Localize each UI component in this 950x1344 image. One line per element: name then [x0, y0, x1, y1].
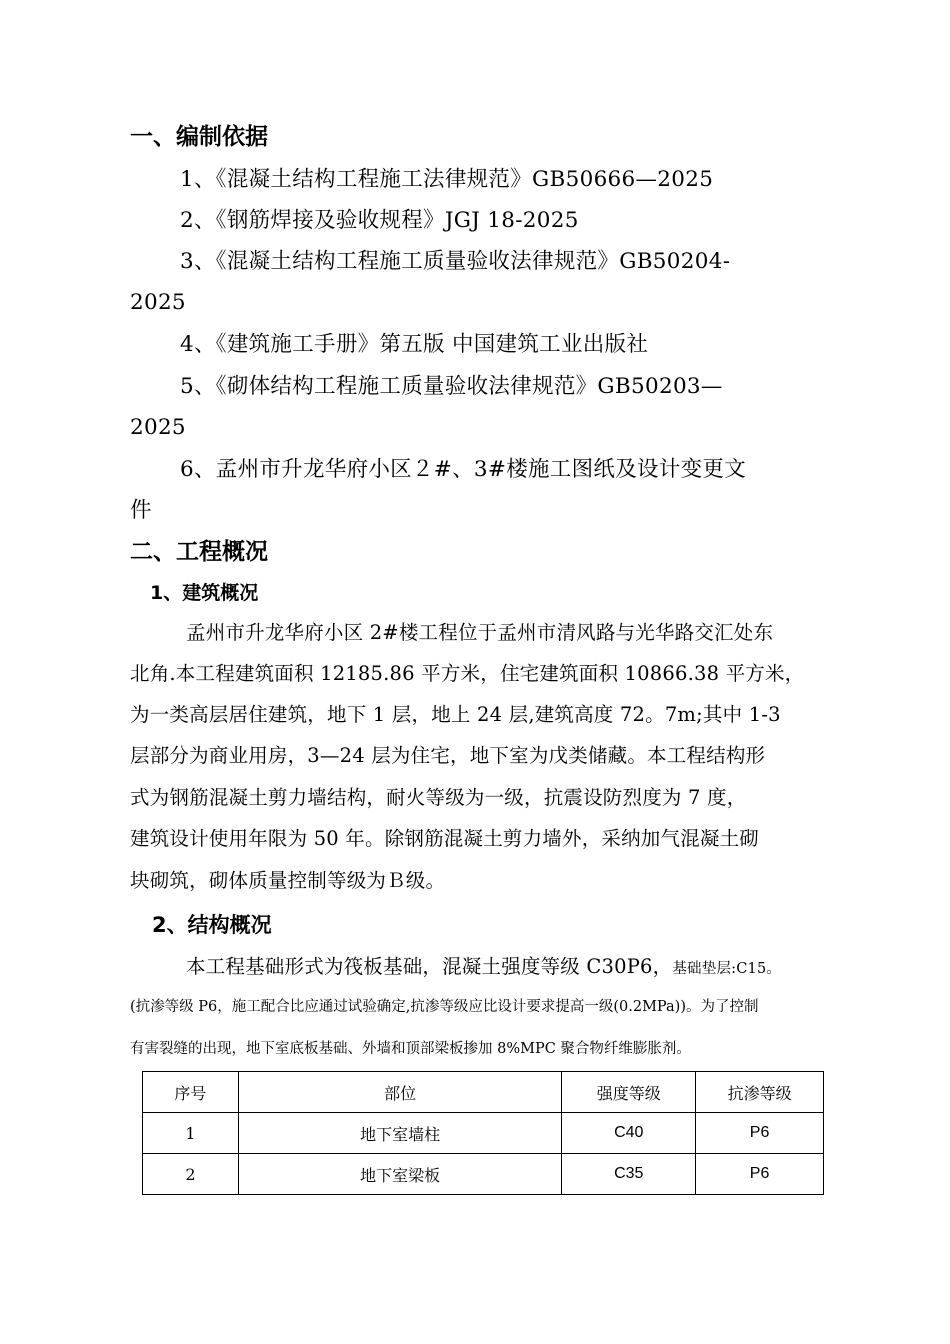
table-cell-index: 2 — [143, 1154, 239, 1195]
table-header-cell: 序号 — [143, 1072, 239, 1113]
table-row — [143, 1113, 824, 1154]
section-heading-overview: 二、工程概况 — [130, 539, 268, 565]
structure-para-line-1-small: 基础垫层:C15。 — [672, 961, 782, 977]
building-para-line-4: 层部分为商业用房，3—24 层为住宅，地下室为戊类储藏。本工程结构形 — [130, 744, 766, 767]
table-cell-location: 地下室墙柱 — [238, 1113, 561, 1154]
table-cell-strength: C40 — [562, 1113, 696, 1154]
table-cell-impermeability: P6 — [696, 1154, 824, 1195]
basis-item-4: 4、《建筑施工手册》第五版 中国建筑工业出版社 — [180, 332, 649, 357]
basis-item-5-cont: 2025 — [130, 415, 186, 440]
structure-para-line-1 — [186, 957, 781, 977]
structure-para-line-2: (抗渗等级 P6，施工配合比应通过试验确定,抗渗等级应比设计要求提高一级(0.2MPa))。为了控制 — [130, 999, 759, 1015]
table-row — [143, 1154, 824, 1195]
table-header-cell: 抗渗等级 — [696, 1072, 824, 1113]
concrete-grade-table — [142, 1071, 824, 1195]
subheading-structure-overview: 2、结构概况 — [152, 913, 272, 937]
table-cell-impermeability: P6 — [696, 1113, 824, 1154]
structure-para-line-3: 有害裂缝的出现，地下室底板基础、外墙和顶部梁板掺加 8%MPC 聚合物纤维膨胀剂。 — [130, 1041, 691, 1057]
table-header-cell: 强度等级 — [562, 1072, 696, 1113]
subheading-building-overview: 1、建筑概况 — [150, 582, 259, 604]
building-para-line-3: 为一类高层居住建筑，地下 1 层，地上 24 层,建筑高度 72。7m;其中 1-3 — [130, 703, 781, 726]
basis-item-3-cont: 2025 — [130, 290, 186, 315]
table-cell-location: 地下室梁板 — [238, 1154, 561, 1195]
section-heading-basis: 一、编制依据 — [130, 124, 268, 150]
building-para-line-1: 孟州市升龙华府小区 2#楼工程位于孟州市清风路与光华路交汇处东 — [186, 621, 774, 644]
building-para-line-2: 北角.本工程建筑面积 12185.86 平方米，住宅建筑面积 10866.38 平方米， — [130, 662, 805, 685]
basis-item-1: 1、《混凝土结构工程施工法律规范》GB50666—2025 — [180, 167, 714, 192]
table-header-cell: 部位 — [238, 1072, 561, 1113]
building-para-line-5: 式为钢筋混凝土剪力墙结构，耐火等级为一级，抗震设防烈度为 7 度， — [130, 786, 747, 809]
structure-para-line-1-main: 本工程基础形式为筏板基础，混凝土强度等级 C30P6， — [186, 955, 673, 978]
table-cell-strength: C35 — [562, 1154, 696, 1195]
building-para-line-6: 建筑设计使用年限为 50 年。除钢筋混凝土剪力墙外，采纳加气混凝土砌 — [130, 827, 760, 850]
table-header-row — [143, 1072, 824, 1113]
basis-item-2: 2、《钢筋焊接及验收规程》JGJ 18-2025 — [180, 208, 579, 233]
basis-item-6-cont: 件 — [130, 498, 152, 523]
basis-item-5: 5、《砌体结构工程施工质量验收法律规范》GB50203— — [180, 374, 723, 399]
basis-item-6: 6、孟州市升龙华府小区２#、3#楼施工图纸及设计变更文 — [180, 457, 746, 482]
building-para-line-7: 块砌筑，砌体质量控制等级为Ｂ级。 — [130, 869, 446, 892]
basis-item-3: 3、《混凝土结构工程施工质量验收法律规范》GB50204- — [180, 249, 731, 274]
table-cell-index: 1 — [143, 1113, 239, 1154]
